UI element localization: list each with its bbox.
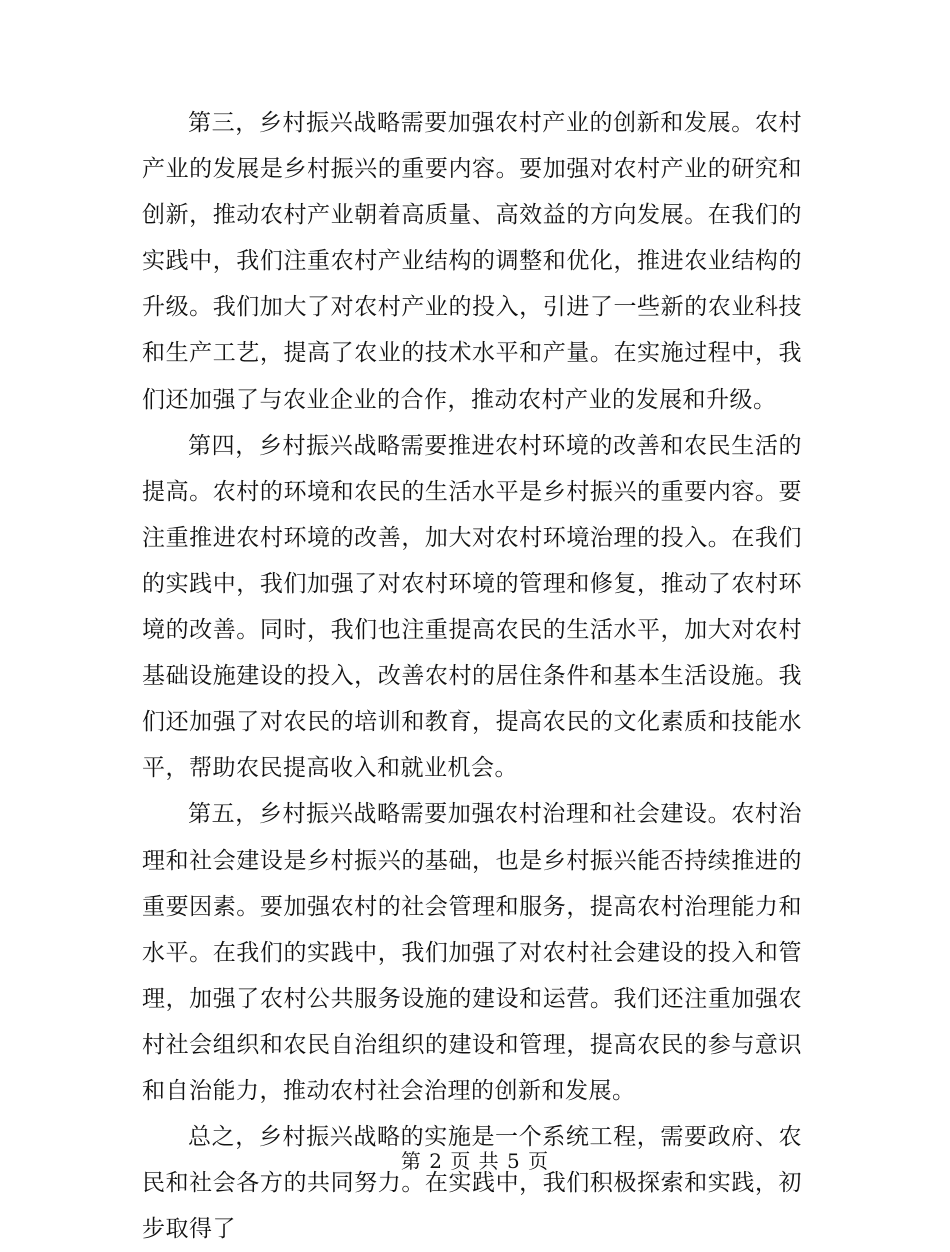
paragraph-fifth-point: 第五，乡村振兴战略需要加强农村治理和社会建设。农村治理和社会建设是乡村振兴的基础，也是乡村振兴能否持续推进的重要因素。要加强农村的社会管理和服务，提高农村治理能力和水平。在我们的实践中，我们加强了对农村社会建设的投入和管理，加强了农村公共服务设施的建设和运营。我们还注重加强农村社会组织和农民自治组织的建设和管理，提高农民的参与意识和自治能力，推动农村社会治理的创新和发展。 (142, 801, 802, 1104)
document-body (142, 100, 802, 1252)
paragraph-conclusion: 总之，乡村振兴战略的实施是一个系统工程，需要政府、农民和社会各方的共同努力。在实践中，我们积极探索和实践，初步取得了 (142, 1124, 802, 1243)
page-number-footer: 第 2 页 共 5 页 (400, 1149, 550, 1173)
paragraph-fourth-point: 第四，乡村振兴战略需要推进农村环境的改善和农民生活的提高。农村的环境和农民的生活水平是乡村振兴的重要内容。要注重推进农村环境的改善，加大对农村环境治理的投入。在我们的实践中，我们加强了对农村环境的管理和修复，推动了农村环境的改善。同时，我们也注重提高农民的生活水平，加大对农村基础设施建设的投入，改善农村的居住条件和基本生活设施。我们还加强了对农民的培训和教育，提高农民的文化素质和技能水平，帮助农民提高收入和就业机会。 (142, 432, 802, 782)
paragraph-third-point: 第三，乡村振兴战略需要加强农村产业的创新和发展。农村产业的发展是乡村振兴的重要内容。要加强对农村产业的研究和创新，推动农村产业朝着高质量、高效益的方向发展。在我们的实践中，我们注重农村产业结构的调整和优化，推进农业结构的升级。我们加大了对农村产业的投入，引进了一些新的农业科技和生产工艺，提高了农业的技术水平和产量。在实施过程中，我们还加强了与农业企业的合作，推动农村产业的发展和升级。 (142, 110, 802, 413)
